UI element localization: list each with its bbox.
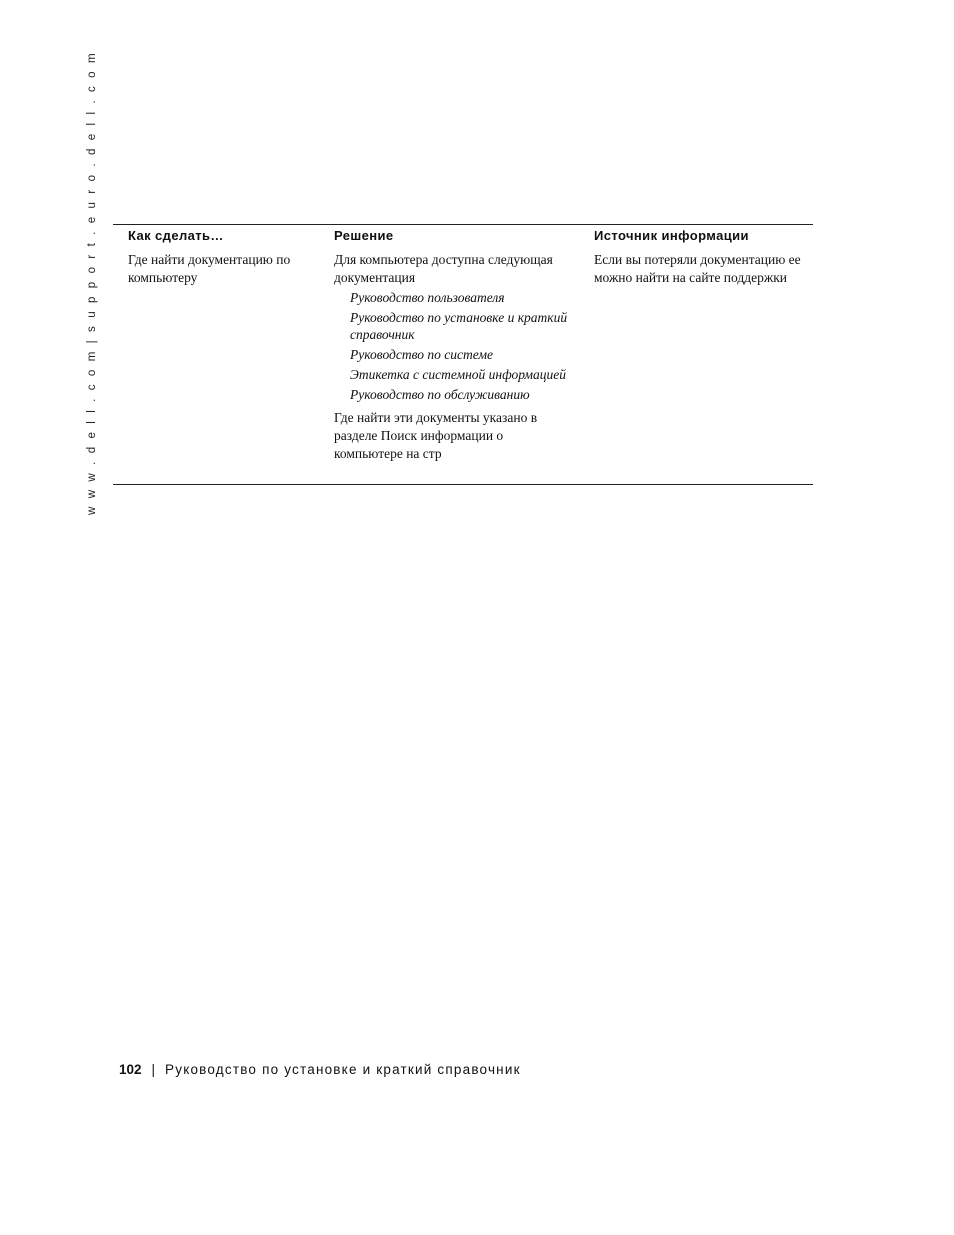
page-number: 102 — [119, 1062, 142, 1077]
source-cell: Если вы потеряли документацию ее можно найти на сайте поддержки — [594, 252, 801, 285]
solution-intro: Для компьютера доступна следующая документация — [334, 252, 553, 285]
table-row — [113, 249, 813, 484]
list-item: Руководство по обслуживанию — [350, 387, 530, 402]
solution-note: Где найти эти документы указано в разделе Поиск информации о компьютере на стр — [334, 410, 538, 461]
list-item: Руководство по системе — [350, 347, 494, 362]
list-item: Руководство по установке и краткий справочник — [350, 310, 568, 342]
solution-cell — [334, 251, 574, 463]
page-footer — [119, 1062, 521, 1077]
header-source: Источник информации — [594, 228, 749, 243]
list-item: Этикетка с системной информацией — [350, 367, 566, 382]
list-item: Руководство пользователя — [350, 290, 505, 305]
footer-title: Руководство по установке и краткий справочник — [165, 1062, 521, 1077]
header-how-to: Как сделать… — [128, 228, 224, 243]
table-bottom-rule — [113, 484, 813, 485]
info-table — [113, 224, 813, 485]
question-cell: Где найти документацию по компьютеру — [128, 252, 291, 285]
document-list — [334, 289, 574, 403]
footer-separator: | — [151, 1062, 156, 1077]
side-url-text: w w w . d e l l . c o m | s u p p o r t . e u r o . d e l l . c o m — [86, 50, 98, 515]
table-header-row — [113, 225, 813, 249]
header-solution: Решение — [334, 228, 394, 243]
